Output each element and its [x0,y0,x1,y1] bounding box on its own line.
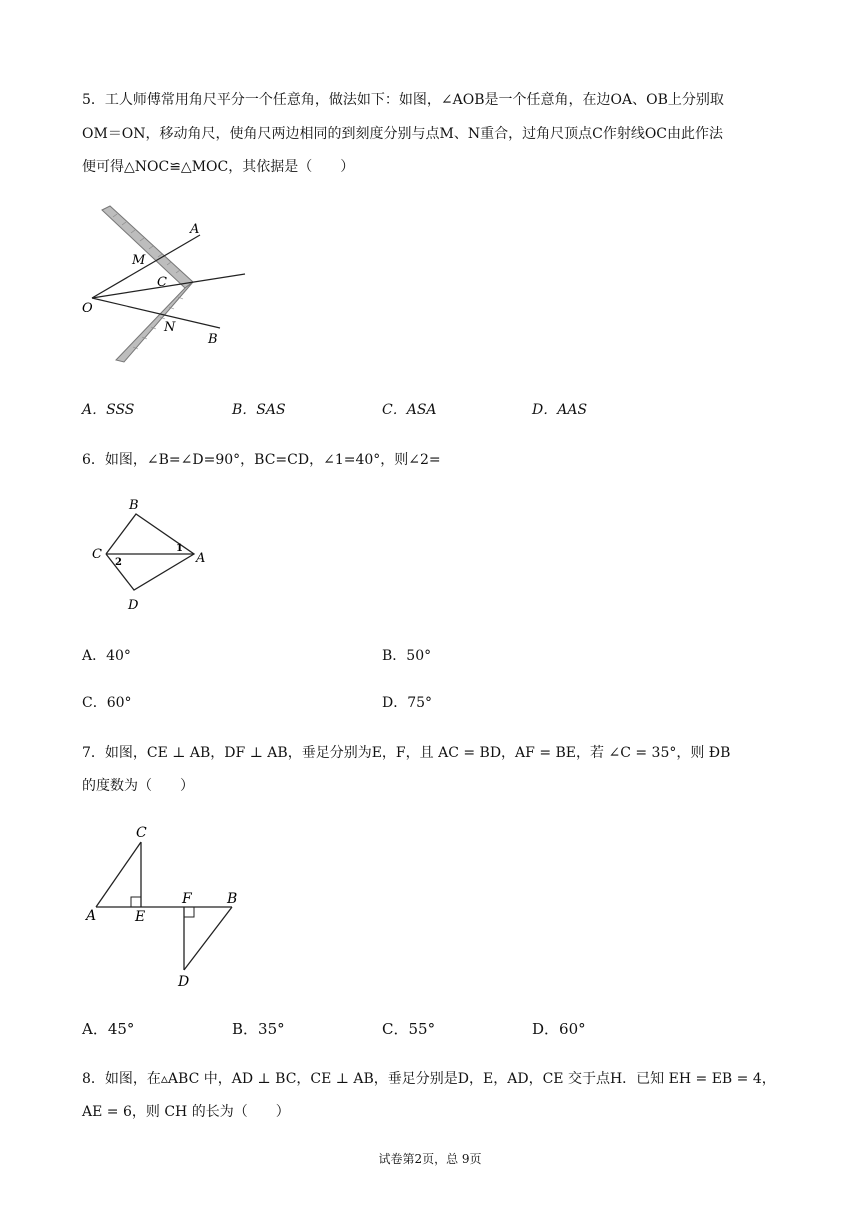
q7-label-b: B [227,891,238,907]
q7-label-e: E [135,909,146,925]
q5-option-a[interactable]: A．SSS [82,402,135,418]
q5-figure [80,200,260,370]
q6-label-b: B [129,498,139,513]
q6-text-line-1: 6．如图，∠B=∠D=90°，BC=CD，∠1=40°，则∠2= [82,452,441,468]
q7-option-d[interactable]: D．60° [532,1020,586,1038]
q5-label-o: O [82,301,93,316]
q5-label-b: B [208,332,218,347]
q6-angle-1: 1 [176,543,183,554]
q6-option-d[interactable]: D．75° [382,695,433,711]
q6-label-c: C [92,547,102,562]
q6-figure [84,492,224,622]
q5-label-a: A [190,222,200,237]
q6-option-c[interactable]: C．60° [82,695,132,711]
q5-text-line-1: 5．工人师傅常用角尺平分一个任意角，做法如下：如图，∠AOB是一个任意角，在边OA、OB上分别取 [82,92,724,108]
q7-option-a[interactable]: A．45° [82,1020,135,1038]
q7-line-bd [184,907,232,970]
q6-option-a[interactable]: A．40° [82,648,131,664]
q7-label-c: C [136,825,147,841]
q5-option-b[interactable]: B．SAS [232,402,286,418]
q5-text-line-2: OM＝ON，移动角尺，使角尺两边相同的到刻度分别与点M、N重合，过角尺顶点C作射线OC由此作法 [82,126,724,142]
q5-ruler-arm-lower [116,282,193,362]
q7-right-angle-e [131,897,141,907]
q5-ray-oc [92,274,245,298]
q7-figure [84,822,254,994]
q7-label-f: F [182,891,192,907]
q5-label-n: N [164,320,176,335]
q5-option-c[interactable]: C．ASA [382,402,437,418]
q7-label-d: D [178,974,190,990]
q8-text-line-1: 8．如图，在▵ABC 中，AD ⊥ BC，CE ⊥ AB，垂足分别是D，E，AD，CE 交于点H．已知 EH = EB = 4， [82,1071,776,1087]
q7-label-a: A [86,908,97,924]
q6-label-a: A [196,551,206,566]
q5-option-d[interactable]: D．AAS [532,402,588,418]
q7-option-c[interactable]: C．55° [382,1020,436,1038]
q7-right-angle-f [184,907,194,917]
q5-label-c: C [157,275,167,290]
q7-text-line-1: 7．如图，CE ⊥ AB，DF ⊥ AB，垂足分别为E，F，且 AC = BD，AF = BE，若 ∠C = 35°，则 ÐB [82,745,731,761]
q7-option-b[interactable]: B．35° [232,1020,285,1038]
page-footer: 试卷第2页，总 9页 [378,1152,482,1166]
q6-angle-2: 2 [115,557,122,568]
q6-label-d: D [128,598,139,613]
q7-text-line-2: 的度数为（ ） [82,778,194,794]
q6-option-b[interactable]: B．50° [382,648,432,664]
q5-text-line-3: 便可得△NOC≌△MOC，其依据是（ ） [82,159,355,175]
q8-text-line-2: AE = 6，则 CH 的长为（ ） [82,1104,290,1120]
q5-label-m: M [132,253,146,268]
